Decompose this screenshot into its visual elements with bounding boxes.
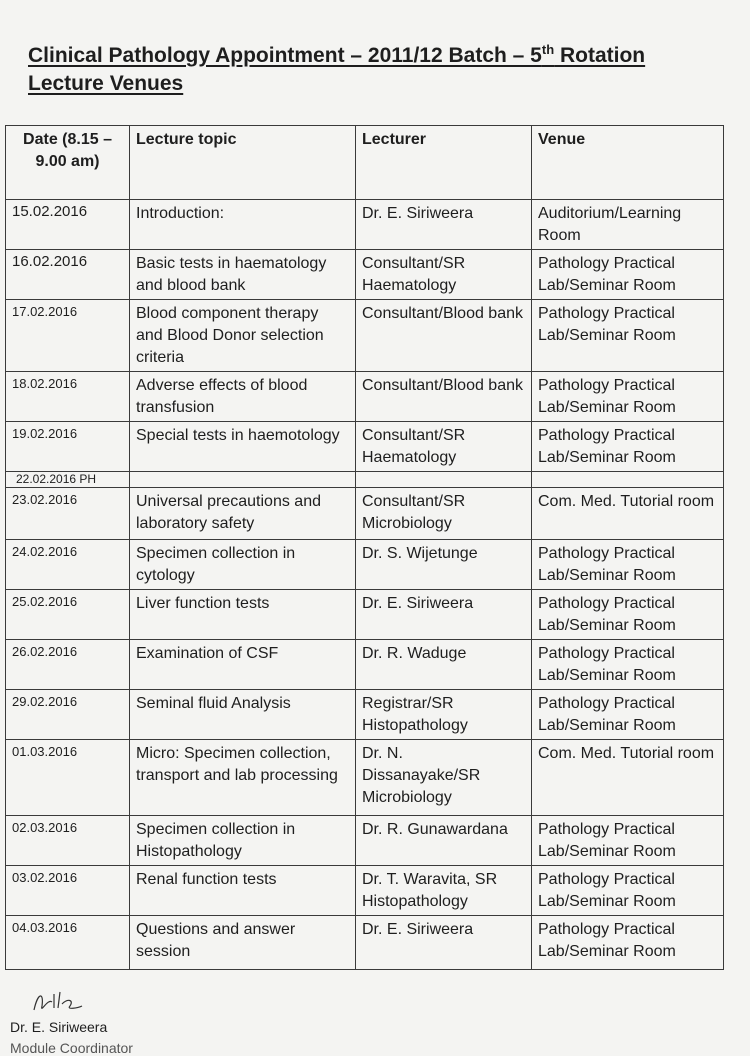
lecturer-cell: Dr. E. Siriweera <box>356 200 532 250</box>
topic-cell: Renal function tests <box>130 866 356 916</box>
date-cell: 23.02.2016 <box>6 488 130 540</box>
table-row <box>6 866 724 916</box>
date-cell: 02.03.2016 <box>6 816 130 866</box>
lecturer-cell: Consultant/Blood bank <box>356 300 532 372</box>
lecturer-cell: Dr. R. Gunawardana <box>356 816 532 866</box>
date-cell: 19.02.2016 <box>6 422 130 472</box>
table-row <box>6 200 724 250</box>
lecturer-cell <box>356 472 532 488</box>
topic-cell: Liver function tests <box>130 590 356 640</box>
table-row <box>6 488 724 540</box>
header-date: Date (8.15 – 9.00 am) <box>6 126 130 200</box>
schedule-table <box>5 125 724 970</box>
date-cell: 16.02.2016 <box>6 250 130 300</box>
table-row <box>6 740 724 816</box>
table-row <box>6 590 724 640</box>
table-row <box>6 640 724 690</box>
topic-cell: Questions and answer session <box>130 916 356 970</box>
lecturer-cell: Registrar/SR Histopathology <box>356 690 532 740</box>
header-topic: Lecture topic <box>130 126 356 200</box>
date-cell: 03.02.2016 <box>6 866 130 916</box>
topic-cell: Universal precautions and laboratory safety <box>130 488 356 540</box>
table-row <box>6 422 724 472</box>
venue-cell: Pathology Practical Lab/Seminar Room <box>532 250 724 300</box>
venue-cell: Pathology Practical Lab/Seminar Room <box>532 590 724 640</box>
topic-cell: Basic tests in haematology and blood bank <box>130 250 356 300</box>
lecturer-cell: Dr. E. Siriweera <box>356 916 532 970</box>
signatory-role: Module Coordinator <box>10 1040 133 1056</box>
venue-cell: Pathology Practical Lab/Seminar Room <box>532 300 724 372</box>
venue-cell <box>532 472 724 488</box>
table-row <box>6 916 724 970</box>
topic-cell: Specimen collection in cytology <box>130 540 356 590</box>
handwritten-signature <box>28 988 88 1020</box>
lecturer-cell: Consultant/SR Haematology <box>356 422 532 472</box>
signatory-name: Dr. E. Siriweera <box>10 1019 108 1035</box>
venue-cell: Pathology Practical Lab/Seminar Room <box>532 540 724 590</box>
lecturer-cell: Dr. N. Dissanayake/SR Microbiology <box>356 740 532 816</box>
topic-cell: Adverse effects of blood transfusion <box>130 372 356 422</box>
schedule-body <box>6 200 724 970</box>
date-cell: 26.02.2016 <box>6 640 130 690</box>
topic-cell: Special tests in haemotology <box>130 422 356 472</box>
venue-cell: Auditorium/Learning Room <box>532 200 724 250</box>
venue-cell: Pathology Practical Lab/Seminar Room <box>532 916 724 970</box>
table-row <box>6 250 724 300</box>
date-cell: 04.03.2016 <box>6 916 130 970</box>
topic-cell: Introduction: <box>130 200 356 250</box>
venue-cell: Com. Med. Tutorial room <box>532 488 724 540</box>
date-cell: 24.02.2016 <box>6 540 130 590</box>
venue-cell: Com. Med. Tutorial room <box>532 740 724 816</box>
table-row <box>6 816 724 866</box>
table-row <box>6 472 724 488</box>
table-row <box>6 300 724 372</box>
date-cell: 01.03.2016 <box>6 740 130 816</box>
lecturer-cell: Dr. S. Wijetunge <box>356 540 532 590</box>
header-row <box>6 126 724 200</box>
title-line-1 <box>28 42 728 70</box>
lecturer-cell: Dr. T. Waravita, SR Histopathology <box>356 866 532 916</box>
venue-cell: Pathology Practical Lab/Seminar Room <box>532 816 724 866</box>
topic-cell: Blood component therapy and Blood Donor selection criteria <box>130 300 356 372</box>
date-cell: 18.02.2016 <box>6 372 130 422</box>
lecturer-cell: Dr. E. Siriweera <box>356 590 532 640</box>
topic-cell: Micro: Specimen collection, transport and lab processing <box>130 740 356 816</box>
date-cell: 25.02.2016 <box>6 590 130 640</box>
table-row <box>6 690 724 740</box>
lecturer-cell: Consultant/Blood bank <box>356 372 532 422</box>
topic-cell: Specimen collection in Histopathology <box>130 816 356 866</box>
header-lecturer: Lecturer <box>356 126 532 200</box>
topic-cell: Seminal fluid Analysis <box>130 690 356 740</box>
lecturer-cell: Consultant/SR Haematology <box>356 250 532 300</box>
topic-cell <box>130 472 356 488</box>
document-title <box>28 42 728 98</box>
venue-cell: Pathology Practical Lab/Seminar Room <box>532 372 724 422</box>
table-row <box>6 540 724 590</box>
venue-cell: Pathology Practical Lab/Seminar Room <box>532 422 724 472</box>
header-venue: Venue <box>532 126 724 200</box>
venue-cell: Pathology Practical Lab/Seminar Room <box>532 690 724 740</box>
date-cell: 22.02.2016 PH <box>6 472 130 488</box>
venue-cell: Pathology Practical Lab/Seminar Room <box>532 866 724 916</box>
title-superscript: th <box>541 42 555 57</box>
date-cell: 17.02.2016 <box>6 300 130 372</box>
venue-cell: Pathology Practical Lab/Seminar Room <box>532 640 724 690</box>
title-main: Clinical Pathology Appointment – 2011/12 Batch – 5 <box>28 44 542 67</box>
title-line-2: Lecture Venues <box>28 72 184 95</box>
date-cell: 15.02.2016 <box>6 200 130 250</box>
date-cell: 29.02.2016 <box>6 690 130 740</box>
title-end: Rotation <box>554 44 646 67</box>
topic-cell: Examination of CSF <box>130 640 356 690</box>
lecturer-cell: Consultant/SR Microbiology <box>356 488 532 540</box>
lecturer-cell: Dr. R. Waduge <box>356 640 532 690</box>
table-row <box>6 372 724 422</box>
